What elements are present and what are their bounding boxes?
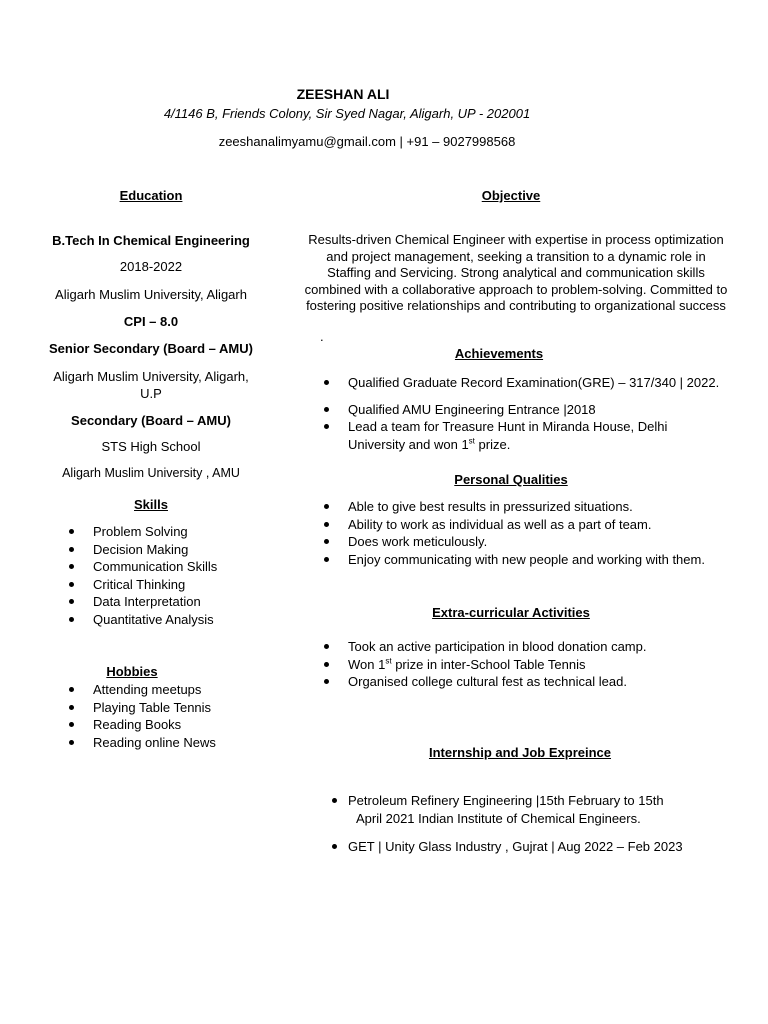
bullet-icon <box>332 844 337 849</box>
skill-item: Problem Solving <box>69 523 269 541</box>
skill-item: Data Interpretation <box>69 593 269 611</box>
senior-secondary-title: Senior Secondary (Board – AMU) <box>49 341 253 356</box>
qualities-heading: Personal Qualities <box>454 472 568 487</box>
quality-item: Ability to work as individual as well as a part of team. <box>324 516 744 534</box>
hobbies-heading: Hobbies <box>106 664 158 679</box>
skill-item: Communication Skills <box>69 558 269 576</box>
extracurricular-list <box>324 638 744 691</box>
internship-line: April 2021 Indian Institute of Chemical Engineers. <box>356 811 641 826</box>
bullet-icon <box>332 798 337 803</box>
education-degree: B.Tech In Chemical Engineering <box>52 233 250 248</box>
objective-heading: Objective <box>481 188 541 203</box>
achievement-item: Lead a team for Treasure Hunt in Miranda House, Delhi University and won 1st prize. <box>324 418 668 453</box>
job-item <box>332 838 742 856</box>
skill-item: Critical Thinking <box>69 576 269 594</box>
objective-text: Results-driven Chemical Engineer with expertise in process optimization and project management, seeking a transition to a dynamic role in Staffing and Servicing. Strong analytical and communication skills combined with a collaborative approach to problem-solving. Committed to fostering positive relationships and contributing to organizational success <box>304 232 728 313</box>
skill-item: Decision Making <box>69 541 269 559</box>
hobby-item: Reading online News <box>69 734 269 752</box>
internship-item <box>332 792 742 828</box>
address: 4/1146 B, Friends Colony, Sir Syed Nagar, Aligarh, UP - 202001 <box>163 106 531 121</box>
hobby-item: Playing Table Tennis <box>69 699 269 717</box>
secondary-school: STS High School <box>101 439 201 454</box>
achievement-item: Qualified AMU Engineering Entrance |2018 <box>324 401 744 419</box>
secondary-board: Aligarh Muslim University , AMU <box>62 466 240 480</box>
achievements-list <box>324 374 744 453</box>
extracurricular-item: Took an active participation in blood donation camp. <box>324 638 744 656</box>
senior-secondary-school: Aligarh Muslim University, Aligarh, U.P <box>53 369 249 401</box>
extracurricular-item: Won 1st prize in inter-School Table Tennis <box>324 656 744 674</box>
internship-line: Petroleum Refinery Engineering |15th February to 15th <box>348 793 664 808</box>
candidate-name: ZEESHAN ALI <box>296 86 390 102</box>
stray-mark: . <box>320 329 324 344</box>
skill-item: Quantitative Analysis <box>69 611 269 629</box>
qualities-list <box>324 498 744 568</box>
hobbies-list <box>69 681 269 751</box>
extracurricular-item: Organised college cultural fest as technical lead. <box>324 673 744 691</box>
quality-item: Enjoy communicating with new people and working with them. <box>324 551 744 569</box>
internship-heading: Internship and Job Expreince <box>428 745 612 760</box>
education-years: 2018-2022 <box>119 259 183 274</box>
achievements-heading: Achievements <box>454 346 544 361</box>
secondary-title: Secondary (Board – AMU) <box>71 413 231 428</box>
job-line: GET | Unity Glass Industry , Gujrat | Aug 2022 – Feb 2023 <box>348 839 683 854</box>
quality-item: Does work meticulously. <box>324 533 744 551</box>
contact-line: zeeshanalimyamu@gmail.com | +91 – 9027998568 <box>218 134 516 149</box>
hobby-item: Attending meetups <box>69 681 269 699</box>
hobby-item: Reading Books <box>69 716 269 734</box>
quality-item: Able to give best results in pressurized situations. <box>324 498 744 516</box>
skills-list <box>69 523 269 628</box>
achievement-item: Qualified Graduate Record Examination(GRE) – 317/340 | 2022. <box>324 374 744 392</box>
education-cpi: CPI – 8.0 <box>123 314 179 329</box>
skills-heading: Skills <box>134 497 168 512</box>
education-university: Aligarh Muslim University, Aligarh <box>55 287 247 302</box>
extracurricular-heading: Extra-curricular Activities <box>432 605 590 620</box>
education-heading: Education <box>119 188 183 203</box>
